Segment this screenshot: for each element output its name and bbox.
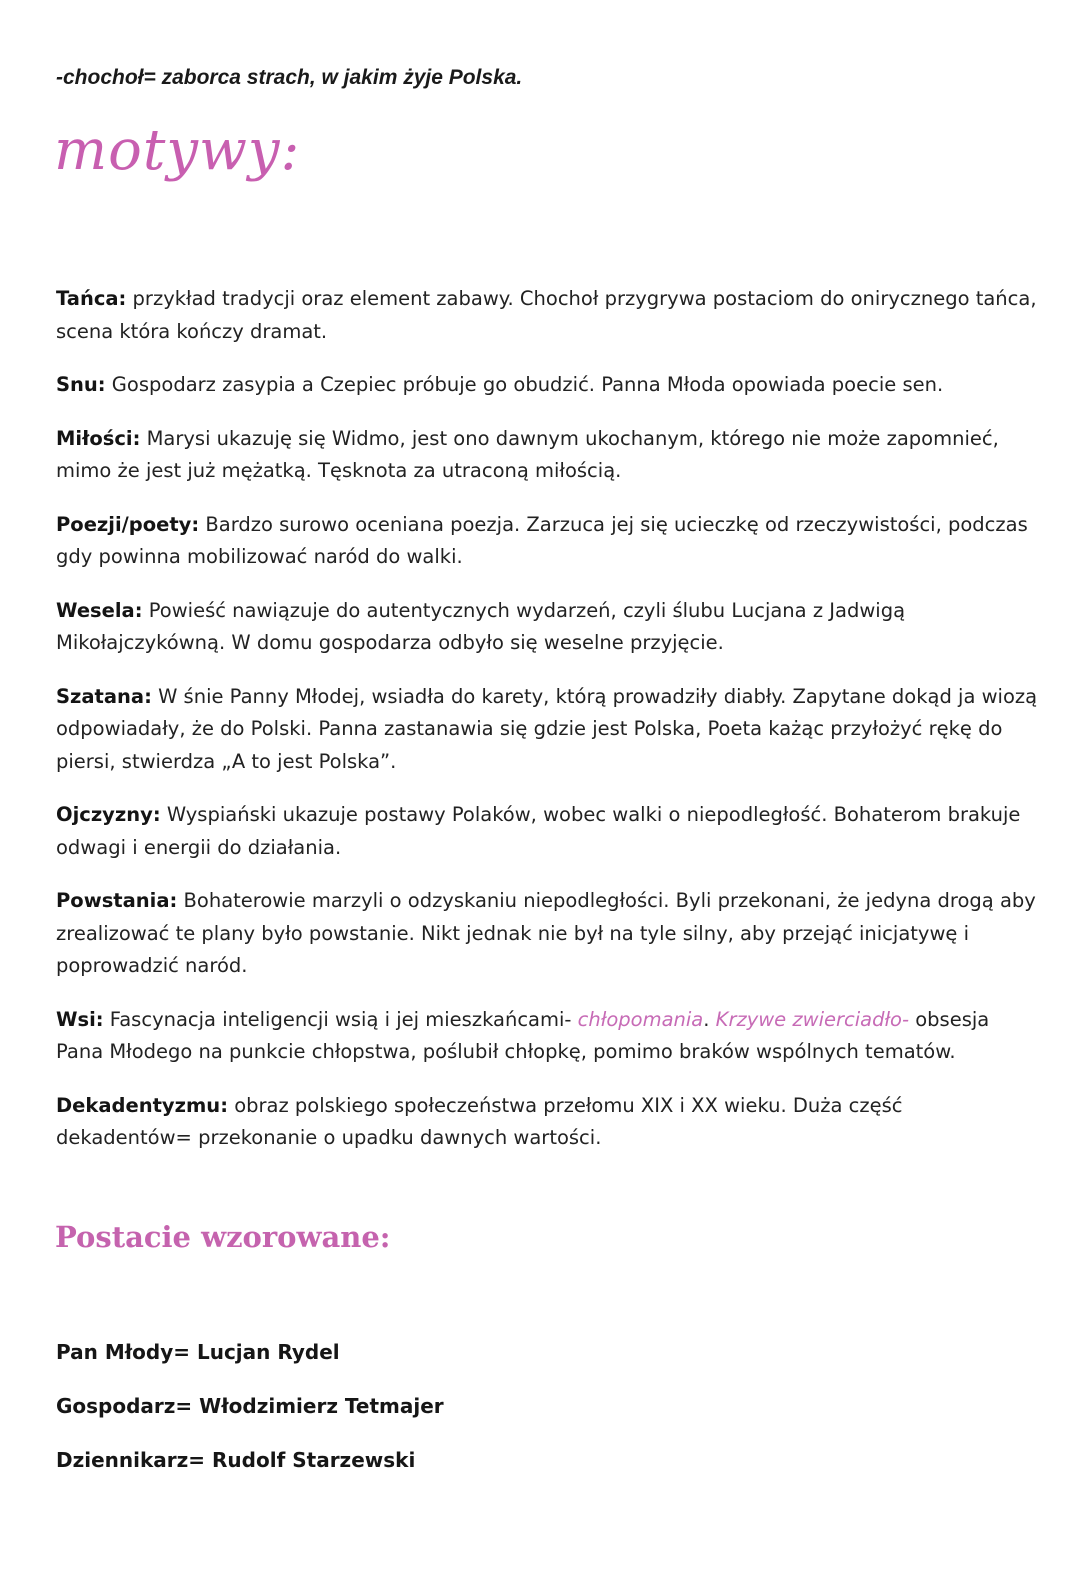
motif-text: Gospodarz zasypia a Czepiec próbuje go obudzić. Panna Młoda opowiada poecie sen. bbox=[105, 373, 944, 396]
person-item: Gospodarz= Włodzimierz Tetmajer bbox=[56, 1394, 444, 1418]
motif-text: Marysi ukazuję się Widmo, jest ono dawnym ukochanym, którego nie może zapomnieć, mimo że jest już mężatką. Tęsknota za utraconą miłością. bbox=[56, 426, 999, 482]
motif-term: Poezji/poety: bbox=[56, 512, 200, 536]
motif-snu bbox=[56, 369, 1041, 402]
person-item: Dziennikarz= Rudolf Starzewski bbox=[56, 1448, 416, 1472]
motif-term: Dekadentyzmu: bbox=[56, 1093, 228, 1117]
persons-heading: Postacie wzorowane: bbox=[55, 1220, 391, 1254]
highlight-chlopomania: chłopomania bbox=[577, 1007, 704, 1031]
motifs-heading: motywy: bbox=[54, 118, 301, 183]
motif-text-separator: . bbox=[703, 1007, 716, 1031]
motif-wsi bbox=[56, 1004, 1041, 1069]
motif-text: Bohaterowie marzyli o odzyskaniu niepodległości. Byli przekonani, że jedyna drogą aby zrealizować te plany było powstanie. Nikt jednak nie był na tyle silny, aby przejąć inicjatywę i poprowadzić naród. bbox=[56, 889, 1036, 977]
person-item: Pan Młody= Lucjan Rydel bbox=[56, 1340, 340, 1364]
motif-tanca bbox=[56, 283, 1041, 348]
persons-list bbox=[56, 1339, 444, 1501]
motif-szatana bbox=[56, 681, 1041, 779]
motif-text: obsesja Pana Młodego na punkcie chłopstwa, poślubił chłopkę, pomimo braków wspólnych tematów. bbox=[56, 1007, 990, 1063]
motif-text: Powieść nawiązuje do autentycznych wydarzeń, czyli ślubu Lucjana z Jadwigą Mikołajczykówną. W domu gospodarza odbyło się weselne przyjęcie. bbox=[56, 598, 906, 654]
motif-text: Fascynacja inteligencji wsią i jej mieszkańcami- bbox=[103, 1007, 578, 1031]
motif-term: Tańca: bbox=[56, 287, 127, 310]
motif-text: W śnie Panny Młodej, wsiadła do karety, którą prowadziły diabły. Zapytane dokąd ja wiozą odpowiadały, że do Polski. Panna zastanawia się gdzie jest Polska, Poeta każąc przyłożyć rękę do piersi, stwierdza „A to jest Polska”. bbox=[56, 684, 1038, 773]
motif-term: Snu: bbox=[56, 373, 106, 396]
motif-term: Szatana: bbox=[56, 684, 152, 708]
motifs-list bbox=[56, 283, 1041, 1176]
motif-poezji bbox=[56, 509, 1041, 574]
motif-ojczyzny bbox=[56, 799, 1041, 864]
motif-milosci bbox=[56, 423, 1041, 488]
motif-text: Bardzo surowo oceniana poezja. Zarzuca jej się ucieczkę od rzeczywistości, podczas gdy powinna mobilizować naród do walki. bbox=[56, 512, 1028, 568]
motif-text: obraz polskiego społeczeństwa przełomu XIX i XX wieku. Duża część dekadentów= przekonanie o upadku dawnych wartości. bbox=[56, 1093, 903, 1149]
motif-text: przykład tradycji oraz element zabawy. Chochoł przygrywa postaciom do onirycznego tańca, scena która kończy dramat. bbox=[56, 287, 1037, 343]
motif-term: Wesela: bbox=[56, 598, 143, 622]
motif-dekadentyzmu bbox=[56, 1090, 1041, 1155]
motif-powstania bbox=[56, 885, 1041, 983]
motif-term: Powstania: bbox=[56, 889, 178, 912]
highlight-krzywe-zwierciadlo: Krzywe zwierciadło- bbox=[715, 1007, 910, 1031]
motif-wesela bbox=[56, 595, 1041, 660]
motif-term: Miłości: bbox=[56, 426, 141, 450]
motif-term: Wsi: bbox=[56, 1007, 104, 1031]
intro-line: -chochoł= zaborca strach, w jakim żyje Polska. bbox=[56, 66, 523, 89]
motif-term: Ojczyzny: bbox=[56, 803, 161, 826]
motif-text: Wyspiański ukazuje postawy Polaków, wobec walki o niepodległość. Bohaterom brakuje odwagi i energii do działania. bbox=[56, 803, 1021, 859]
